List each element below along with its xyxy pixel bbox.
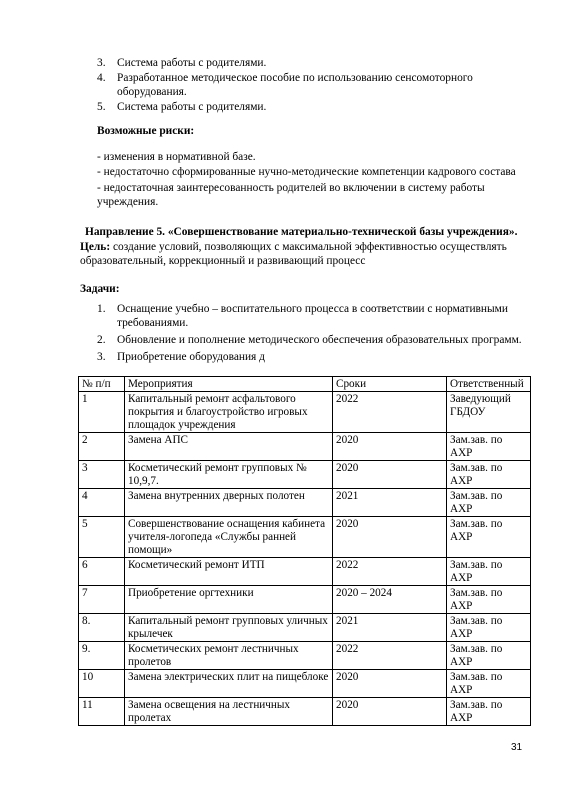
risk-item: - изменения в нормативной базе.: [97, 151, 256, 163]
measures-table: [78, 376, 531, 726]
goal-label: Цель:: [80, 241, 111, 253]
risk-item: - недостаточная заинтересованность родителей во включении в систему работы учреждения.: [97, 182, 485, 208]
cell-deadline: 2020: [333, 698, 447, 726]
cell-measure: Косметический ремонт ИТП: [125, 558, 333, 586]
cell-deadline: 2021: [333, 489, 447, 517]
cell-measure: Капитальный ремонт групповых уличных крылечек: [125, 614, 333, 642]
table-row: [79, 392, 531, 433]
cell-number: 5: [79, 517, 125, 558]
cell-number: 6: [79, 558, 125, 586]
cell-measure: Капитальный ремонт асфальтового покрытия и благоустройство игровых площадок учреждения: [125, 392, 333, 433]
cell-measure: Замена АПС: [125, 433, 333, 461]
cell-measure: Замена электрических плит на пищеблоке: [125, 670, 333, 698]
header-responsible: Ответственный: [447, 377, 531, 392]
list-item-number: 4.: [97, 72, 106, 84]
table-body: [79, 392, 531, 726]
cell-responsible: Зам.зав. по АХР: [447, 558, 531, 586]
cell-number: 8.: [79, 614, 125, 642]
tasks-heading: Задачи:: [80, 283, 120, 295]
cell-responsible: Зам.зав. по АХР: [447, 698, 531, 726]
cell-measure: Приобретение оргтехники: [125, 586, 333, 614]
direction-goal: [80, 240, 530, 268]
cell-number: 2: [79, 433, 125, 461]
cell-measure: Косметических ремонт лестничных пролетов: [125, 642, 333, 670]
direction-title: Направление 5. «Совершенствование материально-технической базы учреждения».: [85, 226, 518, 238]
table-header-row: [79, 377, 531, 392]
cell-responsible: Зам.зав. по АХР: [447, 614, 531, 642]
table-row: [79, 558, 531, 586]
table-row: [79, 433, 531, 461]
risks-heading: Возможные риски:: [97, 125, 195, 137]
goal-text: создание условий, позволяющих с максимальной эффективностью осуществлять образовательный, коррекционный и развивающий процесс: [80, 241, 507, 267]
cell-responsible: Зам.зав. по АХР: [447, 642, 531, 670]
cell-deadline: 2022: [333, 392, 447, 433]
list-item-text: Система работы с родителями.: [117, 57, 267, 69]
cell-deadline: 2021: [333, 614, 447, 642]
cell-deadline: 2022: [333, 558, 447, 586]
list-item-number: 1.: [97, 303, 106, 315]
header-number: № п/п: [79, 377, 125, 392]
list-item-text: Обновление и пополнение методического обеспечения образовательных программ.: [117, 334, 522, 346]
cell-measure: Совершенствование оснащения кабинета учителя-логопеда «Службы ранней помощи»: [125, 517, 333, 558]
cell-deadline: 2022: [333, 642, 447, 670]
list-item-text: Система работы с родителями.: [117, 101, 267, 113]
table-row: [79, 642, 531, 670]
table-row: [79, 698, 531, 726]
table-row: [79, 489, 531, 517]
cell-measure: Замена освещения на лестничных пролетах: [125, 698, 333, 726]
header-deadlines: Сроки: [333, 377, 447, 392]
cell-measure: Косметический ремонт групповых № 10,9,7.: [125, 461, 333, 489]
cell-responsible: Зам.зав. по АХР: [447, 586, 531, 614]
cell-number: 10: [79, 670, 125, 698]
list-item-text: Оснащение учебно – воспитательного процесса в соответствии с нормативными требованиями.: [117, 303, 508, 329]
table-row: [79, 461, 531, 489]
page-number: 31: [511, 742, 523, 753]
list-item-number: 3.: [97, 57, 106, 69]
cell-number: 9.: [79, 642, 125, 670]
cell-deadline: 2020: [333, 670, 447, 698]
cell-responsible: Зам.зав. по АХР: [447, 670, 531, 698]
list-item-number: 3.: [97, 351, 106, 363]
cell-deadline: 2020: [333, 517, 447, 558]
cell-measure: Замена внутренних дверных полотен: [125, 489, 333, 517]
cell-number: 4: [79, 489, 125, 517]
cell-number: 7: [79, 586, 125, 614]
table-row: [79, 586, 531, 614]
list-item-text: Разработанное методическое пособие по использованию сенсомоторного оборудования.: [117, 72, 473, 98]
list-item-text: Приобретение оборудования д: [117, 351, 265, 363]
cell-deadline: 2020: [333, 461, 447, 489]
table-row: [79, 517, 531, 558]
cell-deadline: 2020 – 2024: [333, 586, 447, 614]
list-item-number: 2.: [97, 334, 106, 346]
header-measures: Мероприятия: [125, 377, 333, 392]
table-row: [79, 670, 531, 698]
cell-responsible: Зам.зав. по АХР: [447, 489, 531, 517]
cell-responsible: Заведующий ГБДОУ: [447, 392, 531, 433]
cell-number: 3: [79, 461, 125, 489]
cell-number: 11: [79, 698, 125, 726]
cell-responsible: Зам.зав. по АХР: [447, 433, 531, 461]
risk-item: - недостаточно сформированные нучно-методические компетенции кадрового состава: [97, 166, 516, 178]
list-item-number: 5.: [97, 101, 106, 113]
cell-deadline: 2020: [333, 433, 447, 461]
table-row: [79, 614, 531, 642]
cell-responsible: Зам.зав. по АХР: [447, 461, 531, 489]
cell-number: 1: [79, 392, 125, 433]
cell-responsible: Зам.зав. по АХР: [447, 517, 531, 558]
